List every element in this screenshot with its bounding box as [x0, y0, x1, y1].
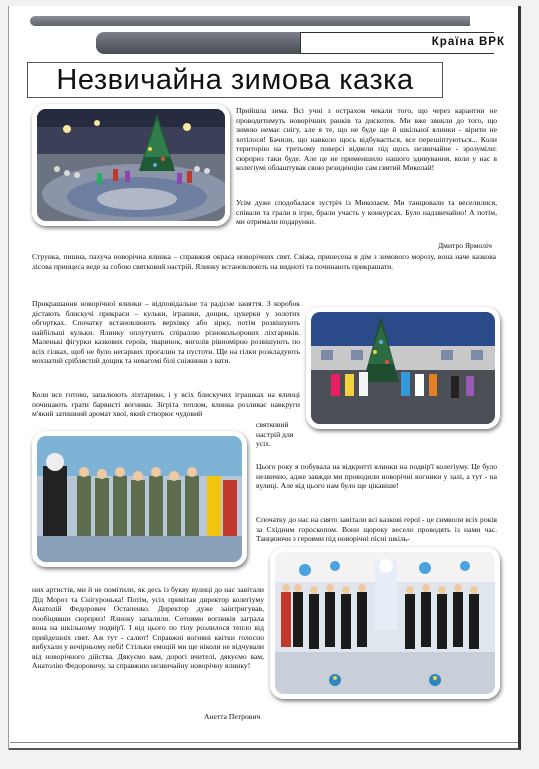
photo-students-costumes — [32, 431, 247, 567]
paragraph-santa: них артистів, ми й не помітили, як десь із букву вулиці до нас завітали Дід Мороз та Снігуронька! Потім, усіх привітав директор колегіуму Анатолій Федорович Остапенко. Директор дуже заінтригував, пообіцявши сюрприз! Ялинку запалили. Сотнями вогників заграла вона на шкільному подвір'ї. І від цього по тілу розлилося тепло від прийдешніх свят. Аж тут - салют! Справжні вогняні квітки голосно вибухали у вечірньому небі! Стільки емоцій ми ще ніколи не відчували від новорічного дійства. Дякуємо вам, дорогі вчителі, дякуємо вам, Анатолію Федоровичу, за справжню незвичайну новорічну ялинку! — [32, 585, 264, 670]
page-left-edge — [8, 6, 9, 750]
photo-icon — [37, 109, 225, 221]
paragraph-meeting: Усім дуже сподобалася зустріч із Миколаєм. Ми танцювали та веселилися, співали та грали в ігри, брали участь у конкурсах. Було надзвичайно! А потім, ми отримали подарунки. — [236, 198, 497, 226]
photo-students-stage — [270, 547, 500, 699]
signature-author-2: Анетта Петрович — [204, 712, 261, 721]
paragraph-courtyard: Цього року я побувала на відкритті ялинки на подвір'ї колегіуму. Це було незвично, адже завжди ми проводили новорічні вогники у залі, а тут - на вулиці. Але від цього нам було ще цікавіше! — [256, 462, 497, 490]
paragraph-intro: Прийшла зима. Всі учні з острахом чекали того, що через карантин не проводитимуть новорічних ранків та дискотек. Ми вже звикли до того, що зимою немає снігу, але я те, що не буде ще й шкільної ялинки - вірити не хотілося! Бачили, що навколо щось відбувається, все перешіптуються... Коли територію на третьому поверсі відвели під щось незвичайне - зрозуміли: сюрприз таки буде. Але це не применшило нашого здивування, коли у нас в колегіумі облаштував свою резиденцію сам святий Миколай! — [236, 106, 497, 172]
photo-icon — [311, 312, 495, 424]
photo-icon — [37, 436, 242, 562]
paragraph-decoration: Прикрашання новорічної ялинки – відповідальне та радісне заняття. З коробок дістають блискучі прикраси – кульки, іграшки, дощик, цукерки у золотих обгортках. Спочатку встановлюють верхівку або зірку, потім розвішують найбільші кульки. Ялинку оплутують спіраллю різнокольорових ліхтариків. Маленькі фігурки казкових героїв, тваринок, янголів рівномірно розвішують по всіх гілках, щоб не було негарних прогалин та пустоти. Ще на гілки розкладують мохнатий сріблястий дощик та невагомі білі сніжинки з вати. — [32, 299, 300, 365]
paragraph-lights: Коли все готово, запалюють ліхтарики, і у всіх блискучих іграшках на ялинці починають грати барвисті вогники. Зігріта теплом, ялинка розливає навкруги м'який затишний аромат хвої, який створює чудовий — [32, 390, 300, 418]
paragraph-heroes: Спочатку до нас на свято завітали всі казкові герої - це символи всіх років за Східним гороскопом. Вони щороку весело проводять із нами час. Танцюючи з героями під новорічні пісні шкіль- — [256, 515, 497, 543]
page-bottom-line — [10, 742, 518, 743]
signature-author-1: Дмитро Ярмоліч — [438, 241, 492, 250]
section-label: Країна ВРК — [431, 36, 505, 48]
title-box — [27, 62, 443, 98]
header-bar-top — [30, 16, 470, 26]
photo-icon — [275, 552, 495, 694]
photo-hall-tree — [32, 104, 230, 226]
photo-courtyard — [306, 307, 500, 429]
paragraph-lights-end: святковий настрій для усіх. — [256, 420, 294, 448]
paragraph-tree: Струнка, пишна, пахуча новорічна ялинка – справжня окраса новорічних свят. Свіжа, принесена в дім з зимового морозу, вона наче казкова лісова принцеса веде за собою святковий настрій. Ялинку встановлюють на видноті та починають прикрашати. — [32, 252, 496, 271]
article-title: Незвичайна зимова казка — [56, 64, 414, 96]
